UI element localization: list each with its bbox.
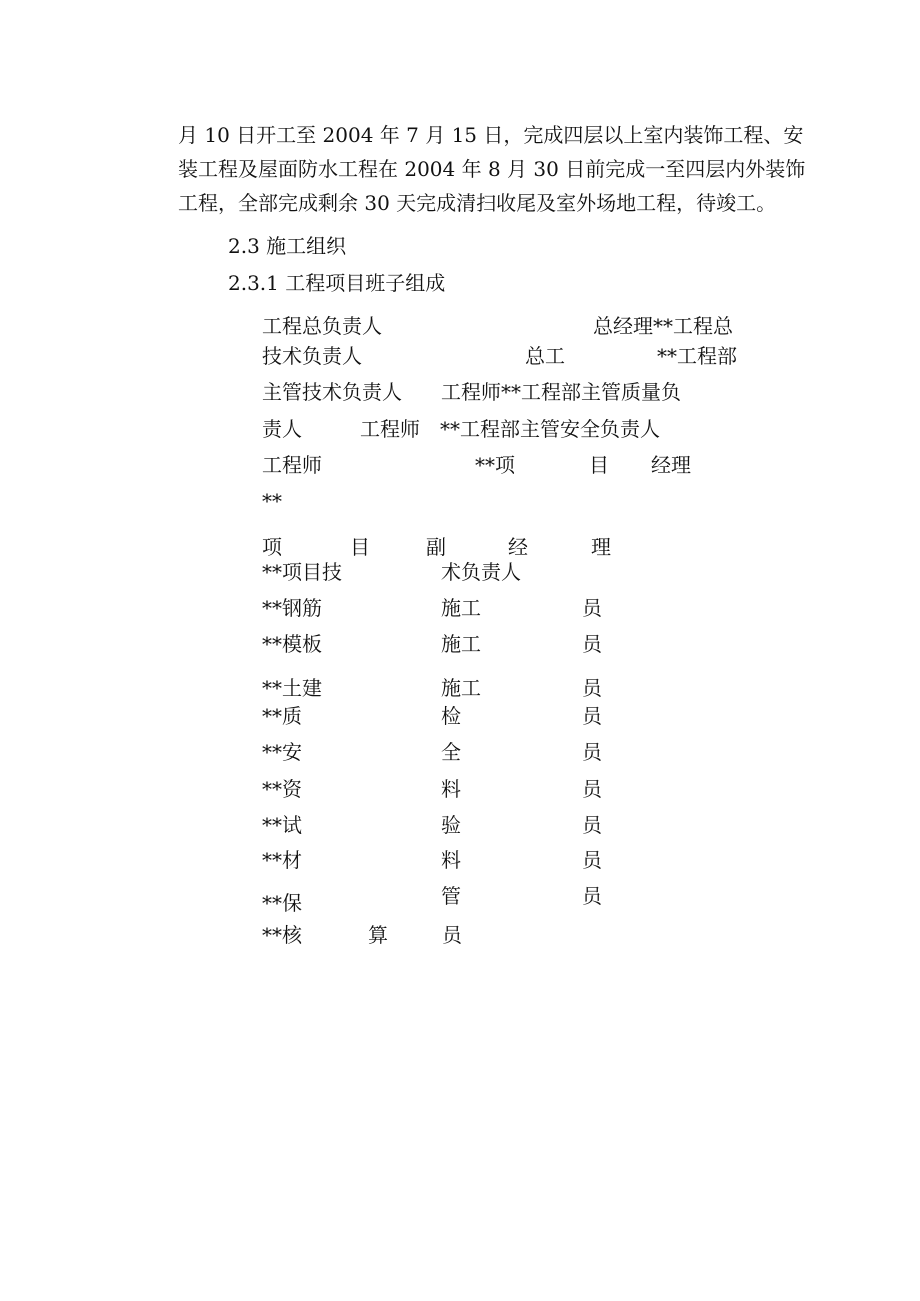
org-role-value: 目 [350,535,370,559]
org-role-value: 目 [589,453,609,477]
schedule-paragraph [178,118,828,220]
org-role-value: 工程师 [360,417,420,441]
org-role-label: 技术负责人 [262,344,362,368]
org-role-label: 主管技术负责人 [262,380,402,404]
org-role-label: 工程师 [262,453,322,477]
org-role-value: 全 [441,740,461,764]
org-role-label: **项目技 [262,560,342,584]
org-role-value: 管 [441,884,461,908]
org-role-value: 施工 [441,596,481,620]
org-role-label: **资 [262,777,302,801]
org-role-label: 项 [262,535,282,559]
org-role-value: 检 [441,704,461,728]
org-role-label: **材 [262,848,302,872]
org-role-value: 工程师**工程部主管质量负 [441,380,681,404]
org-role-label: **模板 [262,632,322,656]
org-role-value: 施工 [441,676,481,700]
org-role-value: 员 [582,740,602,764]
org-role-label: **质 [262,704,302,728]
org-role-value: 员 [582,848,602,872]
org-role-value: 员 [582,777,602,801]
paragraph-line: 工程，全部完成剩余 30 天完成清扫收尾及室外场地工程，待竣工。 [178,191,777,215]
org-role-value: 副 [426,535,446,559]
org-role-value: 员 [582,596,602,620]
section-heading-2-3: 2.3 施工组织 [228,234,347,258]
org-role-value: 算 [368,923,388,947]
org-role-value: 经 [508,535,528,559]
org-role-value: 验 [441,813,461,837]
org-role-value: 员 [582,676,602,700]
org-role-value: **项 [475,453,515,477]
org-role-label: **试 [262,813,302,837]
org-role-label: **核 [262,923,302,947]
org-role-value: 料 [441,777,461,801]
org-role-value: 料 [441,848,461,872]
org-role-value: 经理 [651,453,691,477]
section-heading-2-3-1: 2.3.1 工程项目班子组成 [228,271,446,295]
org-role-label: 工程总负责人 [262,314,382,338]
paragraph-line: 月 10 日开工至 2004 年 7 月 15 日，完成四层以上室内装饰工程、安 [178,123,804,147]
org-role-value: 总工 [525,344,565,368]
org-role-value: 员 [442,923,462,947]
org-role-value: 员 [582,813,602,837]
org-role-label: ** [262,489,282,513]
org-role-label: **安 [262,740,302,764]
org-role-value: 理 [591,535,611,559]
org-role-label: **钢筋 [262,596,322,620]
org-role-label: **保 [262,891,302,915]
org-role-value: **工程部主管安全负责人 [440,417,660,441]
org-role-label: **土建 [262,676,322,700]
org-role-value: 员 [582,704,602,728]
org-role-value: 总经理**工程总 [593,314,733,338]
org-role-value: **工程部 [657,344,737,368]
paragraph-line: 装工程及屋面防水工程在 2004 年 8 月 30 日前完成一至四层内外装饰 [178,157,806,181]
org-role-value: 施工 [441,632,481,656]
org-role-value: 员 [582,632,602,656]
org-role-value: 员 [582,884,602,908]
org-role-label: 责人 [262,417,302,441]
org-role-value: 术负责人 [441,560,521,584]
